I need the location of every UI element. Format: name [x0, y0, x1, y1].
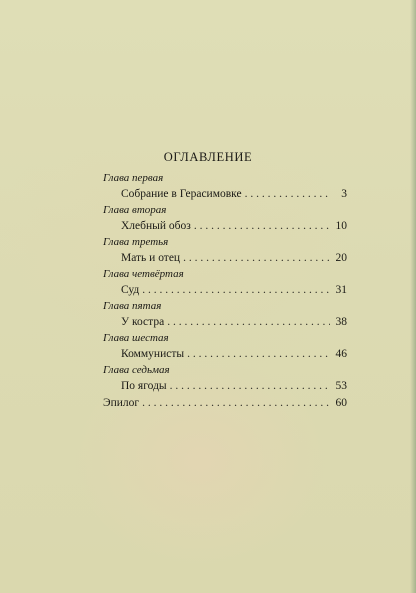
entry-title: Мать и отец	[121, 251, 181, 264]
entry-title: Эпилог	[103, 397, 140, 409]
chapter-heading: Глава вторая	[103, 204, 167, 216]
page-number: 46	[335, 347, 347, 360]
leader-dots	[142, 395, 330, 412]
page-number: 20	[335, 251, 347, 264]
page-number: 31	[335, 283, 347, 296]
toc-entry	[103, 282, 347, 300]
leader-dots	[142, 282, 330, 299]
leader-dots	[194, 218, 330, 235]
entry-title: Хлебный обоз	[121, 219, 191, 232]
chapter-heading: Глава четвёртая	[103, 268, 184, 280]
toc-entry	[103, 218, 347, 236]
chapter-heading: Глава седьмая	[103, 364, 170, 376]
leader-dots	[167, 314, 330, 331]
page-number: 38	[335, 315, 347, 328]
chapter-heading: Глава шестая	[103, 332, 169, 344]
toc-entry	[103, 314, 347, 332]
entry-title: Собрание в Герасимовке	[121, 187, 242, 200]
leader-dots	[183, 250, 330, 267]
toc-entry	[103, 378, 347, 396]
toc-entry-epilogue	[103, 395, 347, 413]
entry-title: Коммунисты	[121, 347, 185, 360]
page-number: 60	[335, 397, 347, 409]
entry-title: Суд	[121, 283, 140, 296]
entry-title: У костра	[121, 315, 165, 328]
page-number: 3	[341, 187, 347, 200]
page-number: 53	[335, 379, 347, 392]
page-edge-shadow	[410, 0, 416, 593]
toc-entry	[103, 346, 347, 364]
table-of-contents	[103, 171, 347, 413]
page-number: 10	[335, 219, 347, 232]
leader-dots	[245, 186, 330, 203]
toc-entry	[103, 250, 347, 268]
entry-title: По ягоды	[121, 379, 167, 392]
toc-entry	[103, 186, 347, 204]
leader-dots	[170, 378, 330, 395]
chapter-heading: Глава пятая	[103, 300, 162, 312]
leader-dots	[187, 346, 330, 363]
page-title: ОГЛАВЛЕНИЕ	[163, 150, 253, 164]
chapter-heading: Глава первая	[103, 172, 164, 184]
chapter-heading: Глава третья	[103, 236, 169, 248]
